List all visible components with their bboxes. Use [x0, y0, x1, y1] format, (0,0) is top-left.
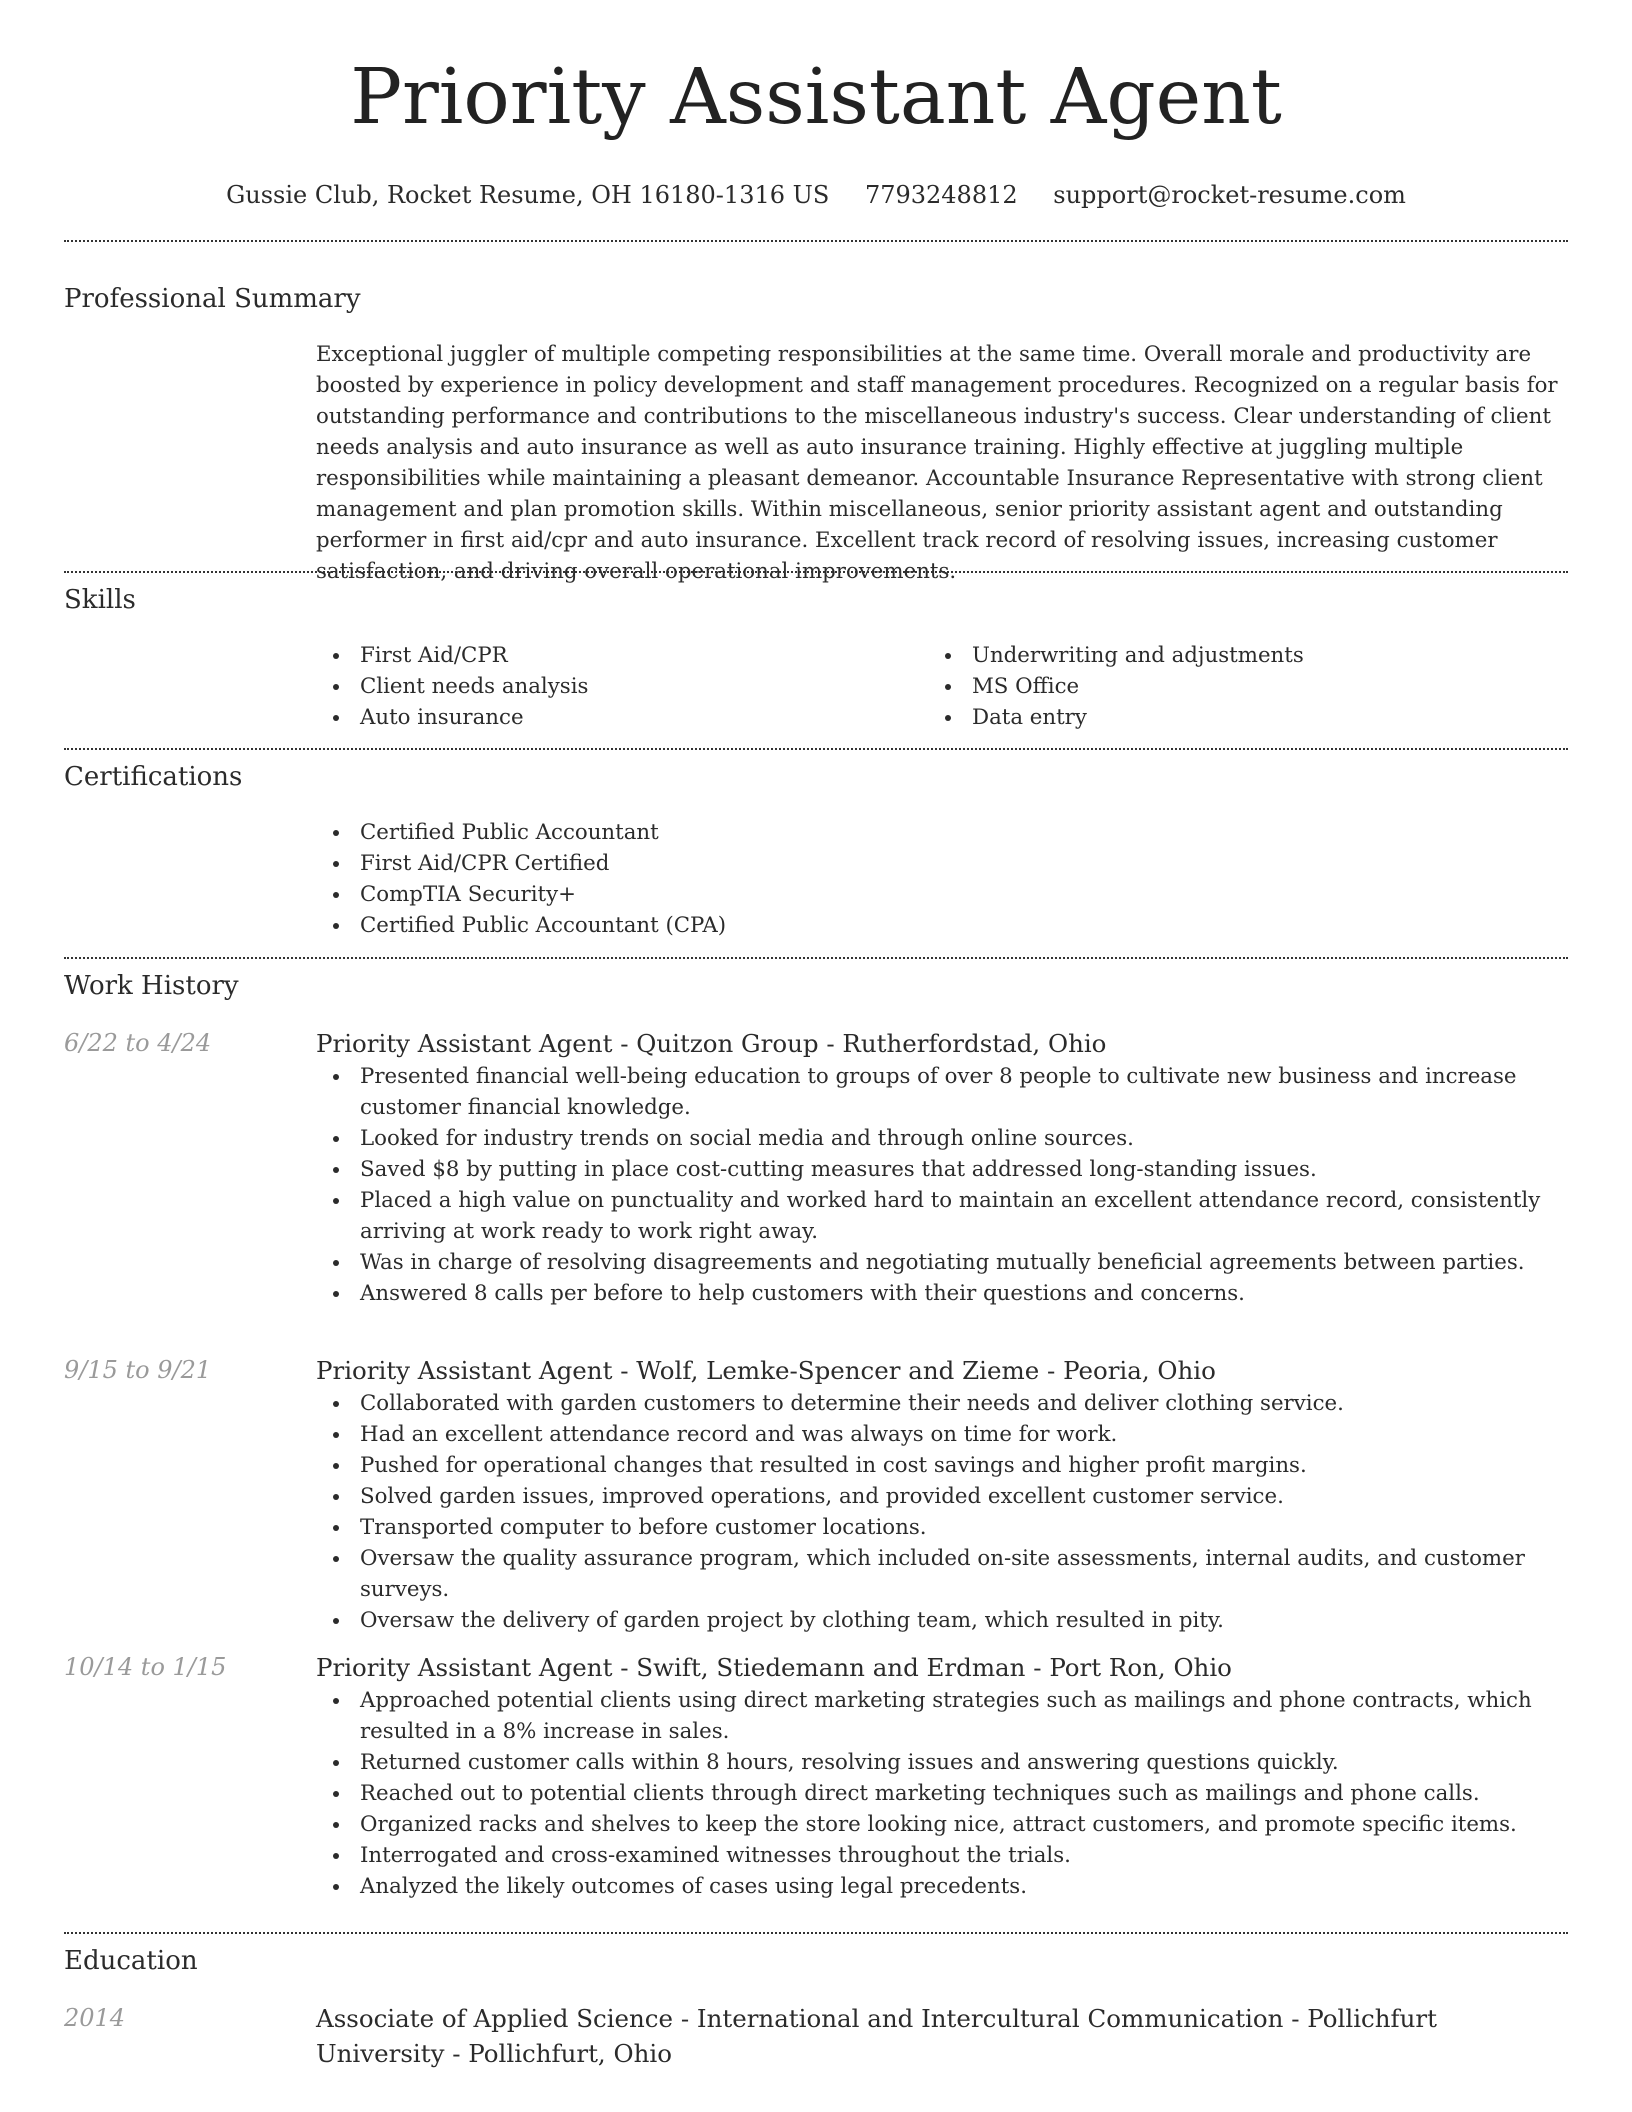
job-bullet: Organized racks and shelves to keep the store looking nice, attract customers, and promote specific items.: [316, 1809, 1572, 1840]
job-bullet: Pushed for operational changes that resulted in cost savings and higher profit margins.: [316, 1450, 1572, 1481]
section-title-certifications: Certifications: [64, 762, 243, 792]
job-date: 9/15 to 9/21: [64, 1356, 212, 1384]
certification-item: First Aid/CPR Certified: [316, 848, 1572, 879]
certifications-list: [316, 817, 1572, 941]
job-bullet: Had an excellent attendance record and was always on time for work.: [316, 1419, 1572, 1450]
skill-item: First Aid/CPR: [316, 640, 916, 671]
skills-column-left: [316, 640, 916, 733]
section-title-work-history: Work History: [64, 971, 239, 1001]
job-title: Priority Assistant Agent - Wolf, Lemke-Spencer and Zieme - Peoria, Ohio: [316, 1356, 1216, 1385]
summary-text: Exceptional juggler of multiple competing responsibilities at the same time. Overall morale and productivity are boosted by experience in policy development and staff management procedures. Recognized on a regular basis for outstanding performance and contributions to the miscellaneous industry's success. Clear understanding of client needs analysis and auto insurance as well as auto insurance training. Highly effective at juggling multiple responsibilities while maintaining a pleasant demeanor. Accountable Insurance Representative with strong client management and plan promotion skills. Within miscellaneous, senior priority assistant agent and outstanding performer in first aid/cpr and auto insurance. Excellent track record of resolving issues, increasing customer satisfaction, and driving overall operational improvements.: [316, 342, 1558, 584]
job-bullet: Presented financial well-being education to groups of over 8 people to cultivate new business and increase customer financial knowledge.: [316, 1061, 1572, 1123]
section-title-summary: Professional Summary: [64, 284, 361, 314]
education-degree: Associate of Applied Science: [316, 2004, 674, 2033]
education-title: Associate of Applied Science - International and Intercultural Communication - Pollichfurt University - Pollichfurt, Ohio: [316, 2004, 1437, 2068]
divider: [64, 748, 1568, 750]
skill-item: Auto insurance: [316, 702, 916, 733]
job-bullet: Placed a high value on punctuality and worked hard to maintain an excellent attendance record, consistently arriving at work ready to work right away.: [316, 1185, 1572, 1247]
job-company: Quitzon Group: [636, 1029, 819, 1058]
job-bullet: Oversaw the quality assurance program, which included on-site assessments, internal audits, and customer surveys.: [316, 1543, 1572, 1605]
job-bullet: Saved $8 by putting in place cost-cutting measures that addressed long-standing issues.: [316, 1154, 1572, 1185]
job-company: Wolf, Lemke-Spencer and Zieme: [636, 1356, 1040, 1385]
job-entry: [316, 1353, 1572, 1636]
job-bullet: Transported computer to before customer locations.: [316, 1512, 1572, 1543]
section-title-skills: Skills: [64, 585, 136, 615]
job-role: Priority Assistant Agent: [316, 1356, 613, 1385]
job-bullet: Approached potential clients using direct marketing strategies such as mailings and phone contracts, which resulted in a 8% increase in sales.: [316, 1685, 1572, 1747]
job-title: Priority Assistant Agent - Swift, Stiedemann and Erdman - Port Ron, Ohio: [316, 1653, 1232, 1682]
job-bullet: Answered 8 calls per before to help customers with their questions and concerns.: [316, 1278, 1572, 1309]
certifications-block: [316, 817, 1572, 941]
skill-item: MS Office: [928, 671, 1528, 702]
divider: [64, 240, 1568, 242]
candidate-name: Priority Assistant Agent: [350, 53, 1282, 142]
divider: [64, 571, 1568, 573]
divider: [64, 1932, 1568, 1934]
job-role: Priority Assistant Agent: [316, 1653, 613, 1682]
job-bullet: Solved garden issues, improved operations, and provided excellent customer service.: [316, 1481, 1572, 1512]
skill-item: Client needs analysis: [316, 671, 916, 702]
job-bullet: Returned customer calls within 8 hours, resolving issues and answering questions quickly.: [316, 1747, 1572, 1778]
divider: [64, 957, 1568, 959]
job-bullets: [316, 1388, 1572, 1636]
job-role: Priority Assistant Agent: [316, 1029, 613, 1058]
job-date: 6/22 to 4/24: [64, 1029, 212, 1057]
skills-column-right: [928, 640, 1528, 733]
education-date: 2014: [64, 2004, 126, 2032]
job-bullet: Collaborated with garden customers to determine their needs and deliver clothing service.: [316, 1388, 1572, 1419]
certification-item: Certified Public Accountant: [316, 817, 1572, 848]
job-bullet: Analyzed the likely outcomes of cases using legal precedents.: [316, 1871, 1572, 1902]
job-entry: [316, 1650, 1572, 1902]
job-bullet: Oversaw the delivery of garden project by clothing team, which resulted in pity.: [316, 1605, 1572, 1636]
skill-item: Data entry: [928, 702, 1528, 733]
job-bullet: Looked for industry trends on social media and through online sources.: [316, 1123, 1572, 1154]
phone: 7793248812: [864, 181, 1018, 209]
education-school: Pollichfurt University: [316, 2004, 1437, 2068]
job-bullet: Reached out to potential clients through direct marketing techniques such as mailings and phone calls.: [316, 1778, 1572, 1809]
education-location: Pollichfurt, Ohio: [468, 2039, 672, 2068]
job-entry: [316, 1026, 1572, 1309]
job-bullets: [316, 1685, 1572, 1902]
section-title-education: Education: [64, 1946, 198, 1976]
education-field: International and Intercultural Communication: [696, 2004, 1284, 2033]
resume-header: [0, 0, 1632, 210]
skill-item: Underwriting and adjustments: [928, 640, 1528, 671]
job-location: Port Ron, Ohio: [1049, 1653, 1232, 1682]
skills-list-right: [928, 640, 1528, 733]
job-bullet: Was in charge of resolving disagreements and negotiating mutually beneficial agreements between parties.: [316, 1247, 1572, 1278]
education-entry: [316, 2001, 1572, 2071]
certification-item: Certified Public Accountant (CPA): [316, 910, 1572, 941]
email: support@rocket-resume.com: [1053, 181, 1406, 209]
job-location: Rutherfordstad, Ohio: [842, 1029, 1107, 1058]
job-bullet: Interrogated and cross-examined witnesses throughout the trials.: [316, 1840, 1572, 1871]
job-location: Peoria, Ohio: [1063, 1356, 1216, 1385]
certification-item: CompTIA Security+: [316, 879, 1572, 910]
job-company: Swift, Stiedemann and Erdman: [636, 1653, 1026, 1682]
job-bullets: [316, 1061, 1572, 1309]
job-date: 10/14 to 1/15: [64, 1653, 227, 1681]
address: Gussie Club, Rocket Resume, OH 16180-1316 US: [226, 181, 830, 209]
job-title: Priority Assistant Agent - Quitzon Group - Rutherfordstad, Ohio: [316, 1029, 1107, 1058]
skills-list-left: [316, 640, 916, 733]
contact-line: [0, 180, 1632, 210]
